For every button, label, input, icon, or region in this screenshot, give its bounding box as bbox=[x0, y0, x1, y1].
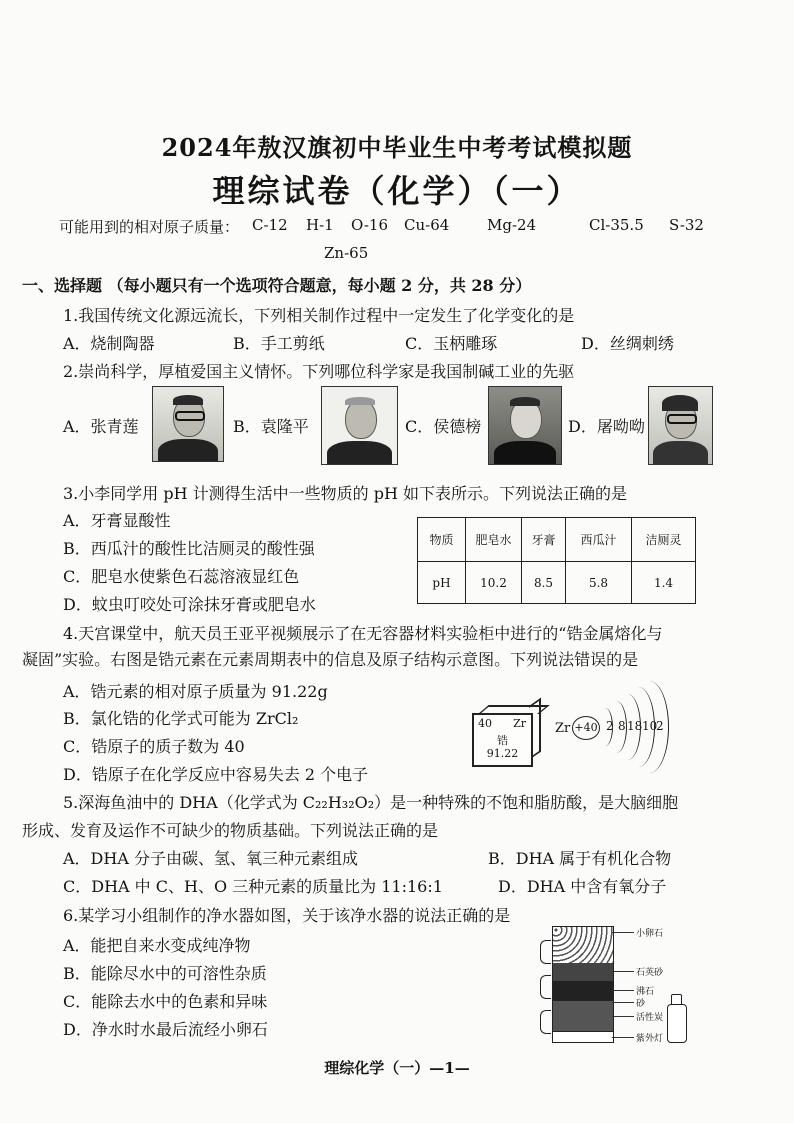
purifier-handle bbox=[540, 940, 551, 964]
question-1-stem: 1.我国传统文化源远流长，下列相关制作过程中一定发生了化学变化的是 bbox=[63, 306, 575, 325]
purifier-handle bbox=[540, 1010, 551, 1034]
water-bottle bbox=[667, 1004, 687, 1043]
atomic-mass-item: Cu-64 bbox=[404, 216, 450, 234]
atomic-mass-item: Zn-65 bbox=[324, 244, 369, 262]
paper-title: 理综试卷（化学）（一） bbox=[212, 172, 582, 210]
shell-electrons: 18 bbox=[627, 719, 643, 733]
atom-symbol: Zr bbox=[555, 721, 571, 736]
portrait-tu-youyou bbox=[648, 386, 713, 465]
question-4-stem-line1: 4.天宫课堂中，航天员王亚平视频展示了在无容器材料实验柜中进行的“锆金属熔化与 bbox=[63, 624, 663, 643]
atomic-mass-item: Mg-24 bbox=[487, 216, 537, 234]
option-b: B．手工剪纸 bbox=[233, 334, 325, 353]
label-line bbox=[612, 1016, 634, 1017]
option-d: D．丝绸刺绣 bbox=[581, 334, 674, 353]
option-a: A．烧制陶器 bbox=[63, 334, 155, 353]
table-header: 牙膏 bbox=[522, 518, 566, 562]
element-symbol: Zr bbox=[513, 717, 526, 730]
option-a: A．能把自来水变成纯净物 bbox=[63, 936, 251, 955]
option-d: D．屠呦呦 bbox=[568, 417, 645, 436]
exam-title: 2024年敖汉旗初中毕业生中考考试模拟题 bbox=[161, 133, 633, 162]
atomic-number: 40 bbox=[478, 717, 492, 730]
layer-label: 石英砂 bbox=[636, 968, 664, 978]
label-line bbox=[612, 1037, 634, 1038]
portrait-zhang-qinglian bbox=[152, 386, 224, 462]
atomic-mass: 91.22 bbox=[486, 747, 519, 760]
table-header: 物质 bbox=[418, 518, 466, 562]
option-a: A．牙膏显酸性 bbox=[63, 511, 171, 530]
element-name: 锆 bbox=[497, 734, 508, 747]
uv-lamp bbox=[553, 1031, 613, 1042]
pebble-layer bbox=[553, 927, 613, 963]
zeolite-layer bbox=[553, 981, 613, 1001]
layer-label: 沸石 bbox=[636, 987, 655, 997]
atomic-mass-item: H-1 bbox=[306, 216, 334, 234]
option-a: A．锆元素的相对原子质量为 91.22g bbox=[63, 682, 328, 701]
layer-label: 活性炭 bbox=[636, 1013, 664, 1023]
layer-label: 小卵石 bbox=[636, 929, 664, 939]
layer-label: 砂 bbox=[636, 999, 646, 1009]
atomic-mass-item: Cl-35.5 bbox=[589, 216, 644, 234]
option-c: C．侯德榜 bbox=[405, 417, 482, 436]
ph-table bbox=[417, 517, 696, 604]
question-3-stem: 3.小李同学用 pH 计测得生活中一些物质的 pH 如下表所示。下列说法正确的是 bbox=[63, 484, 628, 503]
option-c: C．DHA 中 C、H、O 三种元素的质量比为 11:16:1 bbox=[63, 877, 443, 896]
atomic-mass-item: C-12 bbox=[252, 216, 288, 234]
option-c: C．肥皂水使紫色石蕊溶液显红色 bbox=[63, 567, 300, 586]
label-line bbox=[612, 990, 634, 991]
table-header: 肥皂水 bbox=[466, 518, 522, 562]
element-card bbox=[472, 713, 533, 767]
activated-carbon-layer bbox=[553, 1001, 613, 1031]
question-5-stem-line1: 5.深海鱼油中的 DHA（化学式为 C₂₂H₃₂O₂）是一种特殊的不饱和脂肪酸，是大脑细胞 bbox=[63, 793, 679, 812]
purifier-handle bbox=[540, 975, 551, 999]
option-d: D．蚊虫叮咬处可涂抹牙膏或肥皂水 bbox=[63, 595, 316, 614]
table-cell: pH bbox=[418, 562, 466, 604]
option-b: B．西瓜汁的酸性比洁厕灵的酸性强 bbox=[63, 539, 315, 558]
option-d: D．净水时水最后流经小卵石 bbox=[63, 1020, 268, 1039]
electron-shell bbox=[630, 681, 669, 773]
shell-electrons: 2 bbox=[606, 719, 614, 733]
table-cell: 10.2 bbox=[466, 562, 522, 604]
option-c: C．能除去水中的色素和异味 bbox=[63, 992, 268, 1011]
question-4-stem-line2: 凝固”实验。右图是锆元素在元素周期表中的信息及原子结构示意图。下列说法错误的是 bbox=[22, 650, 639, 669]
table-header: 洁厕灵 bbox=[632, 518, 696, 562]
option-b: B．能除尽水中的可溶性杂质 bbox=[63, 964, 267, 983]
option-c: C．玉柄雕琢 bbox=[405, 334, 498, 353]
option-a: A．张青莲 bbox=[63, 417, 139, 436]
atomic-mass-item: S-32 bbox=[669, 216, 704, 234]
table-cell: 1.4 bbox=[632, 562, 696, 604]
option-a: A．DHA 分子由碳、氢、氧三种元素组成 bbox=[63, 849, 358, 868]
label-line bbox=[612, 932, 634, 933]
water-purifier bbox=[552, 926, 614, 1043]
atomic-masses-label: 可能用到的相对原子质量： bbox=[59, 218, 240, 236]
question-6-stem: 6.某学习小组制作的净水器如图，关于该净水器的说法正确的是 bbox=[63, 906, 511, 925]
table-header: 西瓜汁 bbox=[566, 518, 632, 562]
table-cell: 8.5 bbox=[522, 562, 566, 604]
shell-electrons: 8 bbox=[618, 719, 626, 733]
label-line bbox=[612, 971, 634, 972]
option-b: B．袁隆平 bbox=[233, 417, 309, 436]
option-b: B．氯化锆的化学式可能为 ZrCl₂ bbox=[63, 709, 299, 728]
quartz-sand-layer bbox=[553, 963, 613, 981]
layer-label: 紫外灯 bbox=[636, 1034, 664, 1044]
option-d: D．锆原子在化学反应中容易失去 2 个电子 bbox=[63, 765, 369, 784]
shell-electrons: 10 bbox=[642, 719, 658, 733]
label-line bbox=[612, 1002, 634, 1003]
atomic-mass-item: O-16 bbox=[351, 216, 389, 234]
portrait-hou-debang bbox=[488, 386, 562, 465]
question-5-stem-line2: 形成、发育及运作不可缺少的物质基础。下列说法正确的是 bbox=[22, 821, 439, 840]
portrait-yuan-longping bbox=[321, 386, 398, 465]
table-cell: 5.8 bbox=[566, 562, 632, 604]
question-2-stem: 2.崇尚科学，厚植爱国主义情怀。下列哪位科学家是我国制碱工业的先驱 bbox=[63, 362, 575, 381]
page-footer: 理综化学（一）—1— bbox=[324, 1059, 470, 1077]
atom-nucleus: +40 bbox=[572, 716, 600, 740]
option-d: D．DHA 中含有氧分子 bbox=[498, 877, 667, 896]
shell-electrons: 2 bbox=[656, 719, 664, 733]
section-title: 一、选择题 （每小题只有一个选项符合题意，每小题 2 分，共 28 分） bbox=[22, 276, 532, 295]
option-c: C．锆原子的质子数为 40 bbox=[63, 737, 245, 756]
option-b: B．DHA 属于有机化合物 bbox=[488, 849, 672, 868]
